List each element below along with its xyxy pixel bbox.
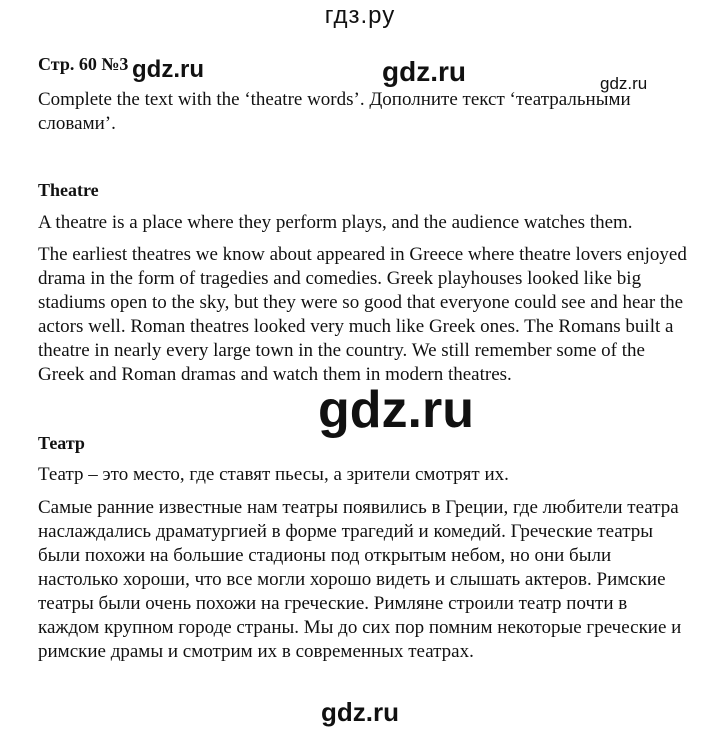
russian-paragraph: Самые ранние известные нам театры появились в Греции, где любители театра наслаждались драматургией в форме трагедий и комедий. Греческие театры были похожи на большие стадионы под открытым небом, но они были настолько хороши, что все могли хорошо видеть и слышать актеров. Римские театры были очень похожи на греческие. Римляне строили театр почти в каждом крупном городе страны. Мы до сих пор помним некоторые греческие и римские драмы и смотрим их в современных театрах. [38, 497, 682, 662]
watermark-bottom: gdz.ru [321, 697, 399, 727]
english-title: Theatre [38, 180, 99, 200]
watermark: gdz.ru [132, 56, 204, 83]
english-paragraph: The earliest theatres we know about appeared in Greece where theatre lovers enjoyed drama in the form of tragedies and comedies. Greek playhouses looked like big stadiums open to the sky, but they were so good that everyone could see and hear the actors well. Roman theatres looked very much like Greek ones. The Romans built a theatre in nearly every large town in the country. We still remember some of the Greek and Roman dramas and watch them in modern theatres. [38, 244, 687, 385]
russian-paragraph: Театр – это место, где ставят пьесы, а зрители смотрят их. [38, 464, 509, 485]
english-paragraph: A theatre is a place where they perform plays, and the audience watches them. [38, 212, 633, 233]
watermark: gdz.ru [382, 56, 466, 87]
watermark-top: гдз.ру [324, 2, 396, 29]
russian-title: Театр [38, 433, 85, 453]
page-reference: Стр. 60 №3 [38, 54, 129, 74]
watermark-center: gdz.ru [318, 381, 474, 439]
watermark: gdz.ru [600, 74, 648, 93]
task-instruction: Complete the text with the ‘theatre words’. Дополните текст ‘театральными словами’. [38, 89, 631, 134]
